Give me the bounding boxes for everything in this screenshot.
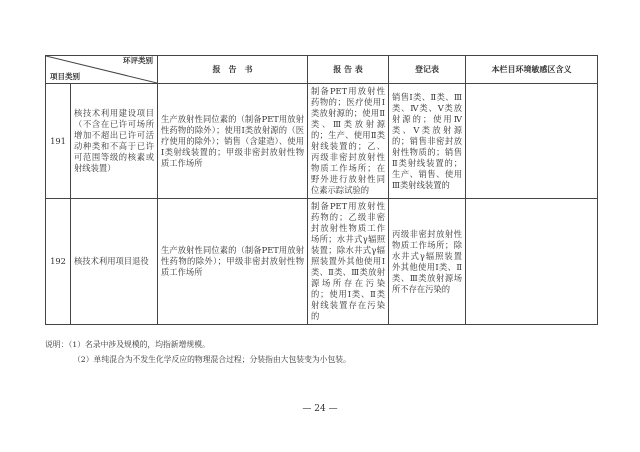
table-row bbox=[46, 199, 598, 325]
page-number: — 24 — bbox=[302, 404, 338, 414]
classification-table bbox=[45, 55, 598, 325]
report-form-cell: 制备PET用放射性药物的；乙级非密封放射性物质工作场所；水井式γ辐照装置；除水井式γ辐照装置外其他使用Ⅰ类、Ⅱ类、Ⅲ类放射源场所存在污染的；使用Ⅰ类、Ⅱ类射线装置存在污染的 bbox=[308, 199, 389, 325]
header-env-category: 环评类别 bbox=[123, 56, 153, 65]
registration-cell: 销售Ⅰ类、Ⅱ类、Ⅲ类、Ⅳ类、Ⅴ类放射源的；使用Ⅳ类、Ⅴ类放射源的；销售非密封放射性物质的；销售Ⅱ类射线装置的；生产、销售、使用Ⅲ类射线装置的 bbox=[389, 84, 466, 199]
note-2: （2）单纯混合为不发生化学反应的物理混合过程；分装指由大包装变为小包装。 bbox=[73, 355, 351, 364]
table-header-row bbox=[46, 56, 598, 84]
notes bbox=[45, 337, 640, 367]
project-name: 核技术利用项目退役 bbox=[71, 199, 158, 325]
header-registration: 登记表 bbox=[389, 56, 466, 84]
note-1: 说明：（1）名录中涉及规模的，均指新增规模。 bbox=[45, 340, 210, 349]
diagonal-header-cell bbox=[46, 56, 158, 84]
row-number: 192 bbox=[46, 199, 71, 325]
header-project-category: 项目类别 bbox=[50, 72, 80, 81]
report-form-cell: 制备PET用放射性药物的；医疗使用Ⅰ类放射源的；使用Ⅱ类、Ⅲ类放射源的；生产、使用Ⅱ类射线装置的；乙、丙级非密封放射性物质工作场所；在野外进行放射性同位素示踪试验的 bbox=[308, 84, 389, 199]
header-report-form: 报 告 表 bbox=[308, 56, 389, 84]
table-row bbox=[46, 84, 598, 199]
sensitive-area-cell bbox=[466, 84, 598, 199]
sensitive-area-cell bbox=[466, 199, 598, 325]
project-name: 核技术利用建设项目（不含在已许可场所增加不超出已许可活动种类和不高于已许可范围等级的核素或射线装置） bbox=[71, 84, 158, 199]
registration-cell: 丙级非密封放射性物质工作场所；除水井式γ辐照装置外其他使用Ⅰ类、Ⅱ类、Ⅲ类放射源场所不存在污染的 bbox=[389, 199, 466, 325]
report-book-cell: 生产放射性同位素的（制备PET用放射性药物的除外）；使用Ⅰ类放射源的（医疗使用的除外）；销售（含建造）、使用Ⅰ类射线装置的；甲级非密封放射性物质工作场所 bbox=[158, 84, 308, 199]
row-number: 191 bbox=[46, 84, 71, 199]
report-book-cell: 生产放射性同位素的（制备PET用放射性药物的除外）；甲级非密封放射性物质工作场所 bbox=[158, 199, 308, 325]
header-report-book: 报 告 书 bbox=[158, 56, 308, 84]
header-sensitive-area: 本栏目环境敏感区含义 bbox=[466, 56, 598, 84]
